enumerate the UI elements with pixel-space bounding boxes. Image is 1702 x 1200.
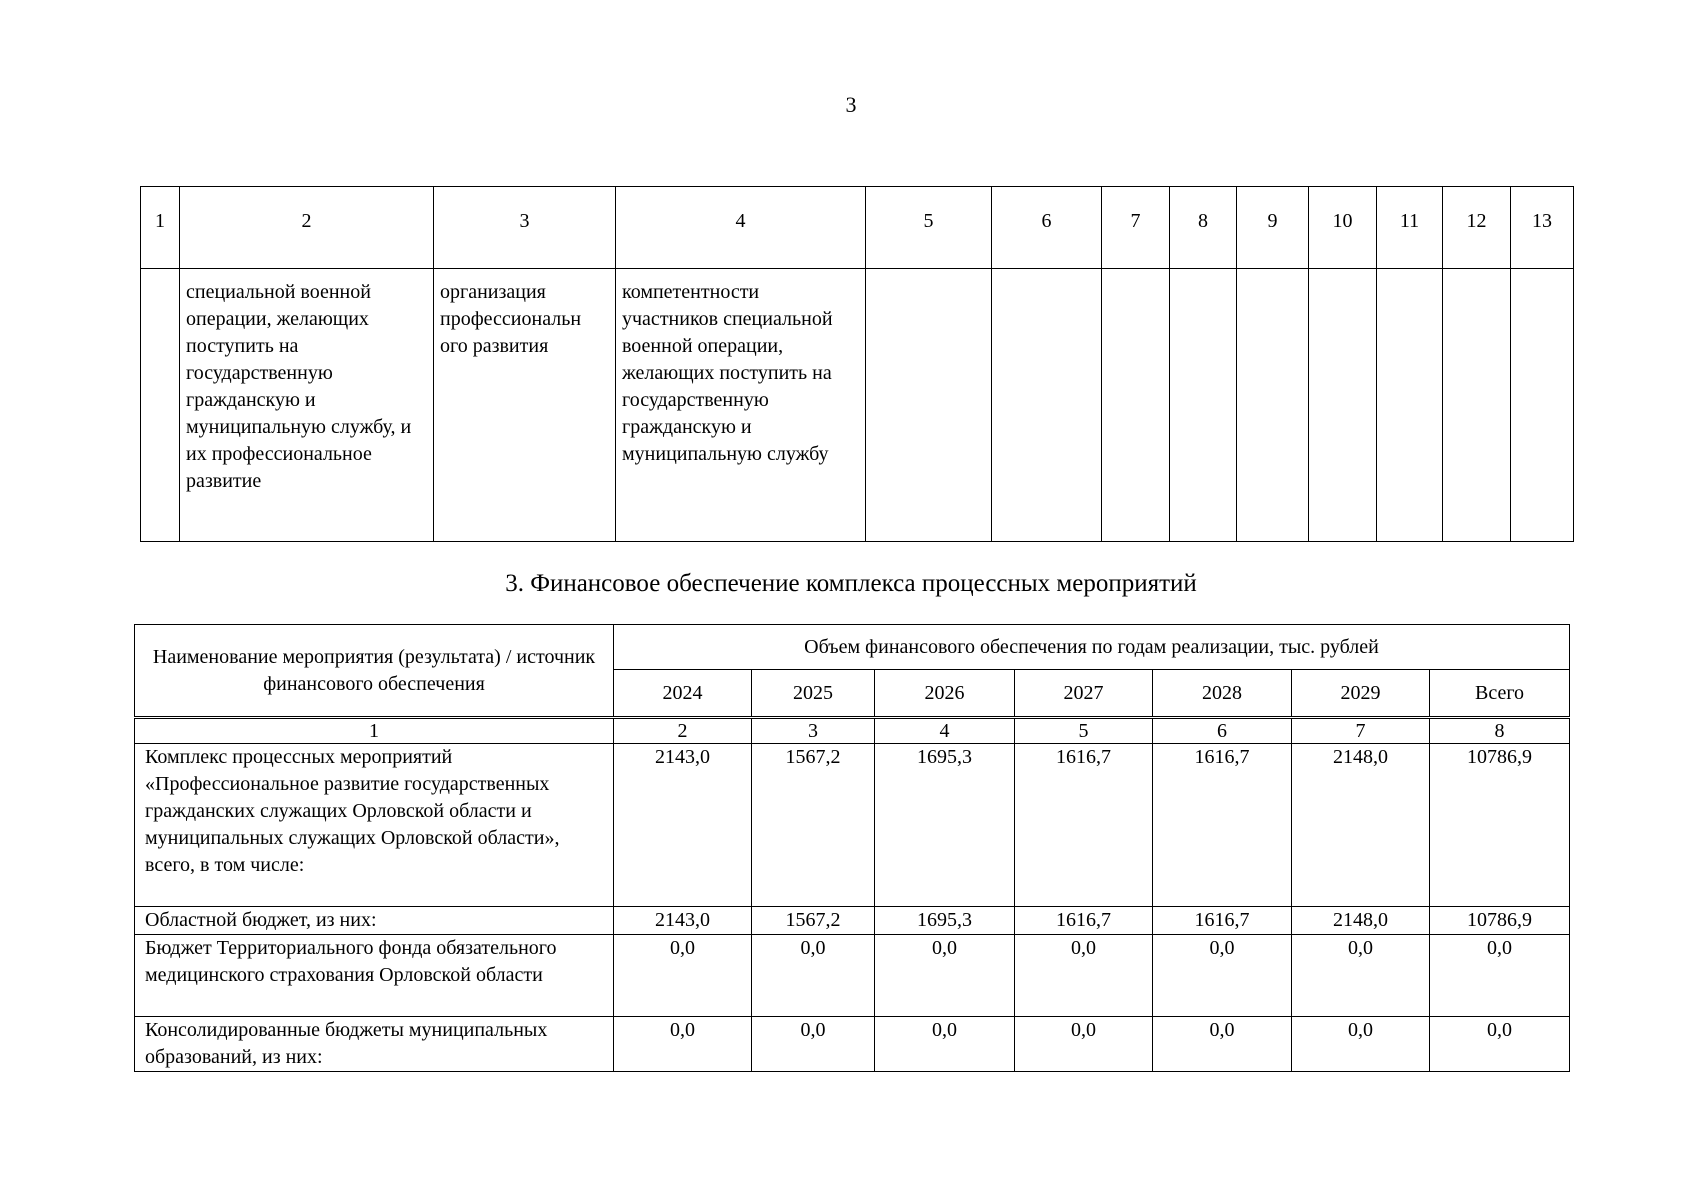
- column-index: 3: [752, 718, 875, 744]
- table1-col-header: 4: [616, 187, 866, 269]
- value-cell: 0,0: [1153, 935, 1292, 1017]
- column-index: 7: [1292, 718, 1430, 744]
- table1-cell: [866, 269, 992, 542]
- table1-cell: [1511, 269, 1574, 542]
- row-name: Бюджет Территориального фонда обязательного медицинского страхования Орловской области: [135, 935, 614, 1017]
- value-cell: 0,0: [1292, 1017, 1430, 1072]
- table1-cell-type: организация профессиональн ого развития: [434, 269, 616, 542]
- year-header: 2024: [614, 670, 752, 718]
- page-number: 3: [845, 92, 857, 117]
- year-header: 2028: [1153, 670, 1292, 718]
- year-header: 2029: [1292, 670, 1430, 718]
- table1-col-header: 12: [1443, 187, 1511, 269]
- value-cell: 1616,7: [1153, 907, 1292, 935]
- value-cell: 1695,3: [875, 907, 1015, 935]
- row-name: Областной бюджет, из них:: [135, 907, 614, 935]
- value-cell: 0,0: [875, 1017, 1015, 1072]
- value-cell: 0,0: [1292, 935, 1430, 1017]
- year-header: 2027: [1015, 670, 1153, 718]
- table1-cell: [992, 269, 1102, 542]
- table1-col-header: 10: [1309, 187, 1377, 269]
- table1-cell: [1443, 269, 1511, 542]
- value-cell: 1616,7: [1153, 744, 1292, 907]
- column-index: 6: [1153, 718, 1292, 744]
- table-row: [135, 744, 1570, 907]
- value-cell: 1616,7: [1015, 744, 1153, 907]
- table1-cell-characteristic: компетентности участников специальной военной операции, желающих поступить на государственную гражданскую и муниципальную службу: [616, 269, 866, 542]
- value-cell: 0,0: [1153, 1017, 1292, 1072]
- table1-col-header: 7: [1102, 187, 1170, 269]
- table-row: [135, 935, 1570, 1017]
- table1-col-header: 2: [180, 187, 434, 269]
- value-cell: 2148,0: [1292, 744, 1430, 907]
- column-index: 8: [1430, 718, 1570, 744]
- financing-table: [134, 624, 1570, 1072]
- column-index-row: [135, 718, 1570, 744]
- table1-col-header: 6: [992, 187, 1102, 269]
- total-cell: 10786,9: [1430, 744, 1570, 907]
- table1-col-header: 3: [434, 187, 616, 269]
- table1-col-header: 5: [866, 187, 992, 269]
- value-cell: 0,0: [752, 1017, 875, 1072]
- value-cell: 0,0: [614, 1017, 752, 1072]
- table1-cell: [1309, 269, 1377, 542]
- section-title: 3. Финансовое обеспечение комплекса процессных мероприятий: [505, 570, 1197, 597]
- continuation-table: [140, 186, 1574, 542]
- name-column-header: Наименование мероприятия (результата) / источник финансового обеспечения: [135, 625, 614, 718]
- column-index: 2: [614, 718, 752, 744]
- column-index: 5: [1015, 718, 1153, 744]
- column-index: 1: [135, 718, 614, 744]
- value-cell: 1616,7: [1015, 907, 1153, 935]
- value-cell: 0,0: [614, 935, 752, 1017]
- table1-col-header: 11: [1377, 187, 1443, 269]
- value-cell: 2148,0: [1292, 907, 1430, 935]
- total-cell: 0,0: [1430, 935, 1570, 1017]
- total-cell: 0,0: [1430, 1017, 1570, 1072]
- value-cell: 0,0: [1015, 1017, 1153, 1072]
- value-cell: 0,0: [752, 935, 875, 1017]
- table1-cell: [1170, 269, 1237, 542]
- table1-cell: [1237, 269, 1309, 542]
- total-cell: 10786,9: [1430, 907, 1570, 935]
- value-cell: 0,0: [1015, 935, 1153, 1017]
- table1-header-row: [141, 187, 1574, 269]
- table1-col-header: 13: [1511, 187, 1574, 269]
- value-cell: 2143,0: [614, 907, 752, 935]
- value-cell: 1567,2: [752, 744, 875, 907]
- value-cell: 1567,2: [752, 907, 875, 935]
- table1-col-header: 8: [1170, 187, 1237, 269]
- value-cell: 2143,0: [614, 744, 752, 907]
- column-index: 4: [875, 718, 1015, 744]
- volume-column-header: Объем финансового обеспечения по годам реализации, тыс. рублей: [614, 625, 1570, 670]
- value-cell: 0,0: [875, 935, 1015, 1017]
- table2-header-row: [135, 625, 1570, 670]
- row-name: Комплекс процессных мероприятий «Профессиональное развитие государственных гражданских служащих Орловской области и муниципальных служащих Орловской области», всего, в том числе:: [135, 744, 614, 907]
- year-header: 2026: [875, 670, 1015, 718]
- table-row: [135, 907, 1570, 935]
- table1-cell: [141, 269, 180, 542]
- table1-cell: [1102, 269, 1170, 542]
- value-cell: 1695,3: [875, 744, 1015, 907]
- table1-col-header: 1: [141, 187, 180, 269]
- table-row: [135, 1017, 1570, 1072]
- table1-row: [141, 269, 1574, 542]
- table1-cell: [1377, 269, 1443, 542]
- year-header: 2025: [752, 670, 875, 718]
- table1-cell-task: специальной военной операции, желающих поступить на государственную гражданскую и муниципальную службу, и их профессиональное развитие: [180, 269, 434, 542]
- total-header: Всего: [1430, 670, 1570, 718]
- table1-col-header: 9: [1237, 187, 1309, 269]
- row-name: Консолидированные бюджеты муниципальных образований, из них:: [135, 1017, 614, 1072]
